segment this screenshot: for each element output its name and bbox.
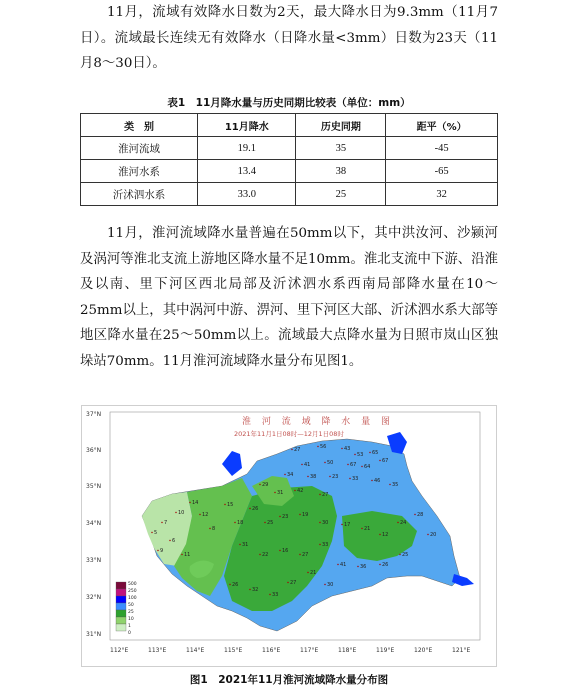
station-dot [279, 550, 280, 551]
station-value: 12 [202, 512, 209, 518]
precipitation-map-svg [82, 406, 496, 666]
station-dot [249, 589, 250, 590]
station-value: 26 [232, 582, 239, 588]
lat-label: 35°N [86, 483, 102, 490]
header-historical: 历史同期 [296, 114, 386, 137]
lat-label: 32°N [86, 594, 102, 601]
station-dot [307, 476, 308, 477]
station-value: 12 [382, 532, 389, 538]
station-dot [239, 544, 240, 545]
station-dot [329, 476, 330, 477]
station-value: 30 [322, 520, 329, 526]
cell-november: 13.4 [198, 160, 296, 183]
lat-label: 33°N [86, 557, 102, 564]
lon-label: 116°E [262, 647, 281, 654]
station-value: 33 [272, 592, 279, 598]
station-value: 67 [382, 458, 389, 464]
station-value: 25 [402, 552, 409, 558]
station-dot [291, 449, 292, 450]
station-dot [224, 504, 225, 505]
table-header-row [81, 114, 498, 137]
lon-label: 117°E [300, 647, 319, 654]
legend-label: 0 [128, 631, 131, 636]
cell-category: 淮河流域 [81, 137, 198, 160]
station-dot [317, 446, 318, 447]
station-dot [181, 554, 182, 555]
station-dot [259, 484, 260, 485]
station-dot [361, 528, 362, 529]
map-subtitle: 2021年11月1日08时—12月1日08时 [234, 430, 344, 438]
station-value: 18 [237, 520, 244, 526]
station-dot [189, 502, 190, 503]
legend-swatch [116, 589, 126, 596]
station-value: 16 [282, 548, 289, 554]
station-value: 46 [374, 478, 381, 484]
station-dot [229, 584, 230, 585]
station-value: 41 [304, 462, 311, 468]
legend-swatch [116, 610, 126, 617]
station-value: 26 [382, 562, 389, 568]
station-dot [259, 554, 260, 555]
station-dot [284, 474, 285, 475]
paragraph-distribution: 11月，淮河流域降水量普遍在50mm以下，其中洪汝河、沙颍河及涡河等淮北支流上游地区降水量不足10mm。淮北支流中下游、沿淮及以南、里下河区西北局部及沂沭泗水系西南局部降水量在10～25mm以上，其中涡河中游、淠河、里下河区大部、沂沭泗水系大部等地区降水量在25～50mm以上。流域最大点降水量为日照市岚山区独垛站70mm。11月淮河流域降水量分布见图1。 [80, 226, 498, 369]
lon-label: 115°E [224, 647, 243, 654]
station-value: 34 [287, 472, 294, 478]
station-dot [157, 550, 158, 551]
station-dot [209, 528, 210, 529]
station-value: 21 [364, 526, 371, 532]
station-dot [319, 522, 320, 523]
station-dot [175, 512, 176, 513]
station-value: 8 [212, 526, 216, 532]
station-dot [369, 452, 370, 453]
station-dot [397, 522, 398, 523]
station-dot [389, 484, 390, 485]
lon-label: 120°E [414, 647, 433, 654]
station-value: 64 [364, 464, 371, 470]
lon-label: 114°E [186, 647, 205, 654]
station-dot [427, 534, 428, 535]
station-value: 15 [227, 502, 234, 508]
station-dot [269, 594, 270, 595]
station-dot [379, 460, 380, 461]
cell-historical: 38 [296, 160, 386, 183]
header-category: 类 别 [81, 114, 198, 137]
station-dot [337, 564, 338, 565]
station-value: 27 [322, 492, 329, 498]
station-value: 38 [310, 474, 317, 480]
station-value: 50 [327, 460, 334, 466]
station-dot [379, 534, 380, 535]
legend-swatch [116, 582, 126, 589]
station-dot [361, 466, 362, 467]
station-dot [299, 514, 300, 515]
station-value: 7 [164, 520, 168, 526]
station-dot [341, 448, 342, 449]
station-value: 33 [352, 476, 359, 482]
station-dot [151, 532, 152, 533]
station-value: 30 [327, 582, 334, 588]
cell-anomaly: -45 [386, 137, 498, 160]
legend-swatch [116, 617, 126, 624]
lat-label: 34°N [86, 520, 102, 527]
station-dot [199, 514, 200, 515]
station-dot [319, 494, 320, 495]
lon-label: 121°E [452, 647, 471, 654]
station-value: 20 [430, 532, 437, 538]
station-value: 26 [252, 506, 259, 512]
legend-label: 10 [128, 617, 134, 622]
station-value: 53 [357, 452, 364, 458]
station-value: 27 [294, 447, 301, 453]
station-value: 25 [267, 520, 274, 526]
header-anomaly: 距平（%） [386, 114, 498, 137]
station-value: 65 [372, 450, 379, 456]
station-value: 14 [192, 500, 199, 506]
table-row [81, 160, 498, 183]
station-value: 43 [344, 446, 351, 452]
station-value: 6 [172, 538, 176, 544]
station-dot [161, 522, 162, 523]
station-value: 23 [282, 514, 289, 520]
station-value: 5 [154, 530, 158, 536]
cell-anomaly: 32 [386, 183, 498, 206]
paragraph-rain-days: 11月，流域有效降水日数为2天，最大降水日为9.3mm（11月7日）。流域最长连续无有效降水（日降水量<3mm）日数为23天（11月8～30日）。 [80, 5, 498, 71]
station-value: 21 [310, 570, 317, 576]
legend-swatch [116, 624, 126, 631]
station-dot [234, 522, 235, 523]
station-value: 24 [400, 520, 407, 526]
station-value: 42 [297, 488, 304, 494]
station-dot [319, 544, 320, 545]
station-dot [349, 478, 350, 479]
lat-label: 37°N [86, 411, 102, 418]
legend-swatch [116, 603, 126, 610]
cell-november: 19.1 [198, 137, 296, 160]
station-value: 27 [290, 580, 297, 586]
lat-label: 31°N [86, 631, 102, 638]
station-dot [169, 540, 170, 541]
station-dot [379, 564, 380, 565]
lat-label: 36°N [86, 447, 102, 454]
station-dot [341, 524, 342, 525]
precipitation-comparison-table [80, 113, 498, 206]
station-dot [354, 454, 355, 455]
precipitation-map [81, 405, 497, 667]
map-title: 淮 河 流 域 降 水 量 图 [242, 417, 395, 427]
station-dot [414, 514, 415, 515]
legend-swatch [116, 596, 126, 603]
legend-label: 25 [128, 610, 134, 615]
cell-category: 淮河水系 [81, 160, 198, 183]
station-value: 67 [350, 462, 357, 468]
legend-label: 50 [128, 603, 134, 608]
cell-historical: 35 [296, 137, 386, 160]
station-value: 35 [392, 482, 399, 488]
station-dot [301, 464, 302, 465]
station-dot [347, 464, 348, 465]
station-value: 28 [417, 512, 424, 518]
station-dot [264, 522, 265, 523]
station-value: 22 [262, 552, 269, 558]
station-value: 31 [277, 490, 284, 496]
station-value: 9 [160, 548, 164, 554]
station-dot [279, 516, 280, 517]
station-value: 17 [344, 522, 351, 528]
station-dot [249, 508, 250, 509]
station-dot [357, 566, 358, 567]
table-row [81, 137, 498, 160]
station-value: 23 [332, 474, 339, 480]
station-dot [399, 554, 400, 555]
station-value: 11 [184, 552, 191, 558]
station-dot [287, 582, 288, 583]
station-dot [307, 572, 308, 573]
station-value: 10 [178, 510, 185, 516]
station-dot [299, 554, 300, 555]
station-value: 33 [322, 542, 329, 548]
lon-label: 113°E [148, 647, 167, 654]
lon-label: 112°E [110, 647, 129, 654]
station-value: 27 [302, 552, 309, 558]
station-value: 56 [320, 444, 327, 450]
station-dot [324, 584, 325, 585]
cell-anomaly: -65 [386, 160, 498, 183]
station-value: 36 [360, 564, 367, 570]
station-value: 41 [340, 562, 347, 568]
cell-november: 33.0 [198, 183, 296, 206]
station-dot [324, 462, 325, 463]
lon-label: 119°E [376, 647, 395, 654]
station-dot [274, 492, 275, 493]
header-november: 11月降水 [198, 114, 296, 137]
station-dot [371, 480, 372, 481]
cell-category: 沂沭泗水系 [81, 183, 198, 206]
table-row [81, 183, 498, 206]
station-value: 31 [242, 542, 249, 548]
station-dot [294, 490, 295, 491]
cell-historical: 25 [296, 183, 386, 206]
legend-label: 250 [128, 589, 137, 594]
legend-label: 1 [128, 624, 131, 629]
station-value: 29 [262, 482, 269, 488]
lon-label: 118°E [338, 647, 357, 654]
station-value: 19 [302, 512, 309, 518]
table-caption: 表1 11月降水量与历史同期比较表（单位：mm） [167, 97, 411, 109]
figure-caption: 图1 2021年11月淮河流域降水量分布图 [189, 674, 389, 686]
station-value: 32 [252, 587, 259, 593]
legend-label: 100 [128, 596, 137, 601]
legend-label: 500 [128, 582, 137, 587]
